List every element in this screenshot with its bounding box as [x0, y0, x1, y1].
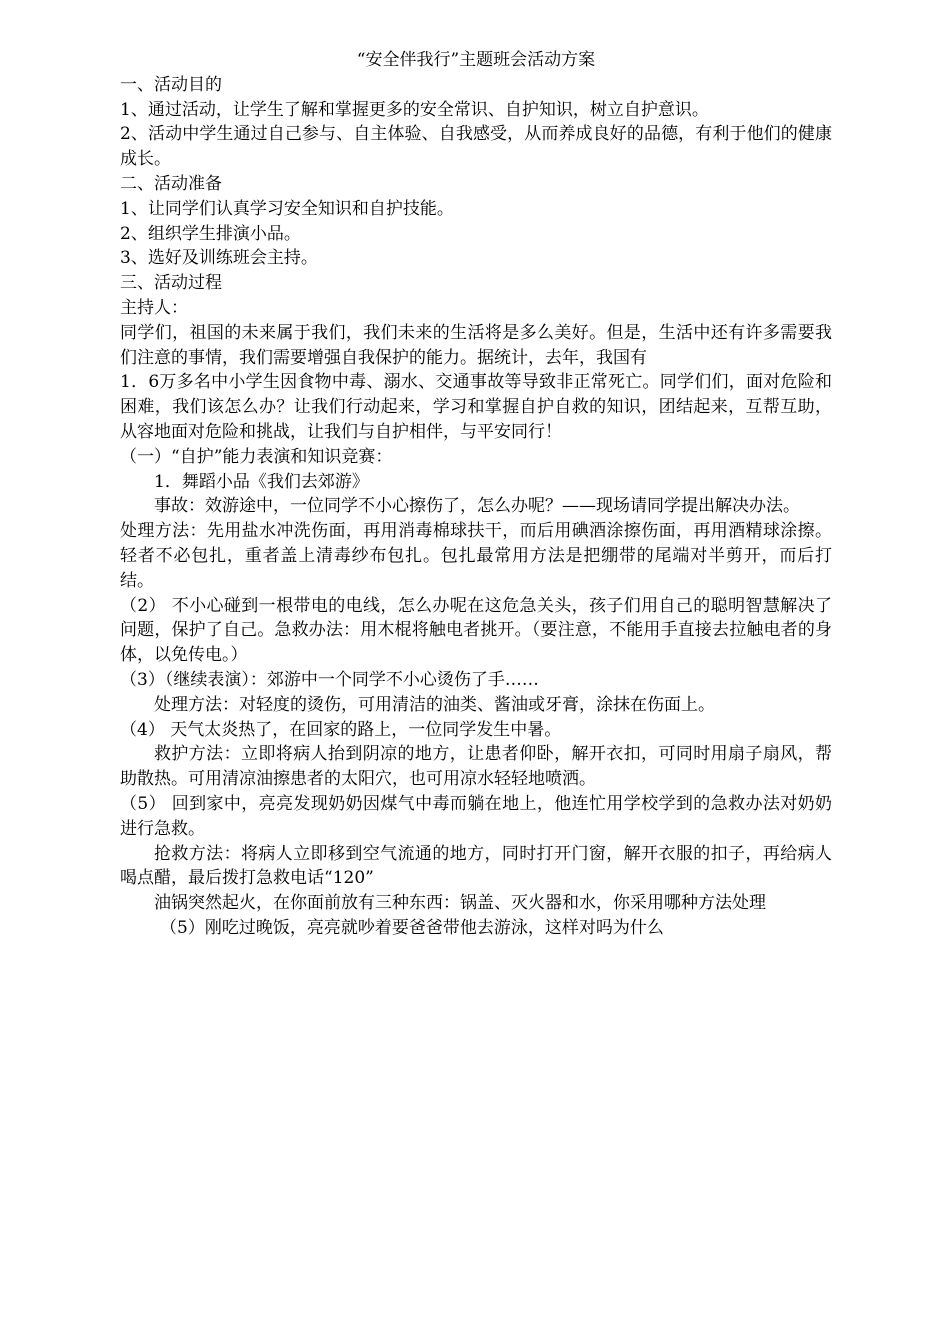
- accident-description: 事故：效游途中，一位同学不小心擦伤了，怎么办呢？——现场请同学提出解决办法。: [154, 496, 800, 517]
- preparation-item-3: 3、选好及训练班会主持。: [120, 248, 318, 269]
- document-body: [120, 48, 832, 941]
- section-heading-preparation: 二、活动准备: [120, 173, 222, 194]
- rescue-method-gas: 抢救方法：将病人立即移到空气流通的地方，同时打开门窗，解开衣服的扣子，再给病人喝点醋，最后拨打急救电话“120”: [120, 843, 832, 889]
- scenario-electric-shock: （2） 不小心碰到一根带电的电线，怎么办呢在这危急关头，孩子们用自己的聪明智慧解决了问题，保护了自己。急救办法：用木棍将触电者挑开。（要注意，不能用手直接去拉触电者的身体，以免传电。）: [120, 595, 832, 666]
- host-speech-part-1: 同学们，祖国的未来属于我们，我们未来的生活将是多么美好。但是，生活中还有许多需要我们注意的事情，我们需要增强自我保护的能力。据统计，去年，我国有: [120, 322, 832, 368]
- question-swimming: （5）刚吃过晚饭，亮亮就吵着要爸爸带他去游泳，这样对吗为什么: [160, 917, 664, 938]
- treatment-method-scrape: 处理方法：先用盐水冲洗伤面，再用消毒棉球扶干，而后用碘酒涂擦伤面，再用酒精球涂擦。轻者不必包扎，重者盖上清毒纱布包扎。包扎最常用方法是把绷带的尾端对半剪开，而后打结。: [120, 521, 832, 591]
- preparation-item-2: 2、组织学生排演小品。: [120, 223, 301, 244]
- host-label: 主持人：: [120, 297, 188, 318]
- skit-title: 1．舞蹈小品《我们去郊游》: [154, 471, 369, 492]
- section-heading-purpose: 一、活动目的: [120, 74, 222, 95]
- purpose-item-2: 2、活动中学生通过自己参与、自主体验、自我感受，从而养成良好的品德，有利于他们的健康成长。: [120, 124, 832, 170]
- scenario-gas-poisoning: （5） 回到家中，亮亮发现奶奶因煤气中毒而躺在地上，他连忙用学校学到的急救办法对奶奶进行急救。: [120, 793, 832, 839]
- purpose-item-1: 1、通过活动，让学生了解和掌握更多的安全常识、自护知识，树立自护意识。: [120, 99, 709, 120]
- question-oil-fire: 油锅突然起火，在你面前放有三种东西：锅盖、灭火器和水，你采用哪种方法处理: [154, 893, 766, 914]
- scenario-heatstroke: （4） 天气太炎热了，在回家的路上，一位同学发生中暑。: [120, 719, 562, 740]
- document-title: “安全伴我行”主题班会活动方案: [356, 50, 596, 70]
- subsection-heading-self-protection: （一）“自护”能力表演和知识竞赛：: [120, 446, 393, 467]
- host-speech-part-2: 1．6万多名中小学生因食物中毒、溺水、交通事故等导致非正常死亡。同学们们，面对危险和困难，我们该怎么办？让我们行动起来，学习和掌握自护自救的知识，团结起来，互帮互助，从容地面对危险和挑战，让我们与自护相伴，与平安同行！: [120, 372, 832, 442]
- treatment-method-burn: 处理方法：对轻度的烫伤，可用清洁的油类、酱油或牙膏，涂抹在伤面上。: [154, 694, 715, 715]
- rescue-method-heatstroke: 救护方法：立即将病人抬到阴凉的地方，让患者仰卧，解开衣扣，可同时用扇子扇风，帮助散热。可用清凉油擦患者的太阳穴，也可用凉水轻轻地喷洒。: [120, 744, 832, 790]
- scenario-burn: （3）（继续表演）：郊游中一个同学不小心烫伤了手……: [120, 669, 539, 690]
- section-heading-process: 三、活动过程: [120, 273, 222, 294]
- preparation-item-1: 1、让同学们认真学习安全知识和自护技能。: [120, 198, 454, 219]
